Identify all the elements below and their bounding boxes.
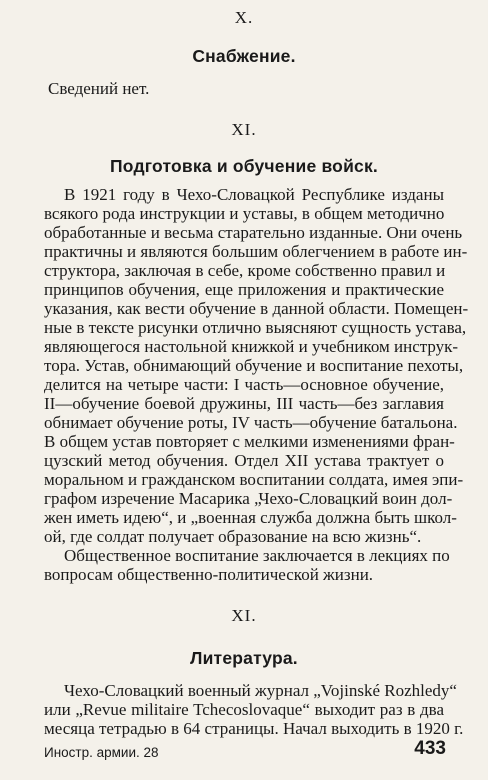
page-number: 433 [414, 738, 446, 759]
paragraph-line: месяца тетрадью в 64 страницы. Начал выходить в 1920 г. [44, 719, 464, 738]
section-number: XI. [231, 120, 257, 139]
paragraph-line: обнимает обучение роты, IV часть—обучение батальона. [44, 413, 458, 432]
paragraph-line: или „Revue militaire Tchecoslovaque“ выходит раз в два [44, 700, 444, 719]
paragraph-line: Общественное воспитание заключается в лекциях по [64, 546, 450, 565]
paragraph-line: всякого рода инструкции и уставы, в общем методично [44, 204, 445, 223]
paragraph-line: II—обучение боевой дружины, III часть—без заглавия [44, 394, 444, 413]
footer-signature: Иностр. армии. 28 [44, 745, 159, 760]
paragraph-line: моральном и гражданском воспитании солдата, имея эпи- [44, 470, 464, 489]
paragraph-line: В 1921 году в Чехо-Словацкой Республике изданы [64, 185, 444, 204]
paragraph-line: ой, где солдат получает образование на всю жизнь“. [44, 527, 422, 546]
paragraph-line: цузский метод обучения. Отдел XII устава трактует о [44, 451, 444, 470]
section-number: X. [234, 8, 254, 27]
section-heading: Подготовка и обучение войск. [110, 156, 378, 176]
paragraph-line: структора, заключая в себе, кроме собственно правил и [44, 261, 446, 280]
paragraph-line: являющегося настольной книжкой и учебником инструк- [44, 337, 459, 356]
paragraph-line: жен иметь идею“, и „военная служба должна быть школ- [44, 508, 457, 527]
paragraph-line: делится на четыре части: I часть—основное обучение, [44, 375, 444, 394]
paragraph-line: графом изречение Масарика „Чехо-Словацкий воин дол- [44, 489, 453, 508]
section-number: XI. [231, 606, 257, 625]
section-heading: Литература. [190, 648, 298, 668]
section-heading: Снабжение. [192, 46, 296, 66]
paragraph-line: тора. Устав, обнимающий обучение и воспитание пехоты, [44, 356, 464, 375]
paragraph-line: практичны и являются большим облегчением в работе ин- [44, 242, 468, 261]
paragraph-line: Чехо-Словацкий военный журнал „Vojinské Rozhledy“ [64, 681, 457, 700]
paragraph-line: принципов обучения, еще приложения и практические [44, 280, 444, 299]
paragraph-line: ные в тексте рисунки отлично выясняют сущность устава, [44, 318, 467, 337]
paragraph-line: В общем устав повторяет с мелкими изменениями фран- [44, 432, 455, 451]
paragraph-line: указания, как вести обучение в данной области. Помещен- [44, 299, 469, 318]
paragraph-line: вопросам общественно-политической жизни. [44, 565, 374, 584]
paragraph-line: обработанные и весьма старательно изданные. Они очень [44, 223, 463, 242]
paragraph-line: Сведений нет. [48, 79, 150, 98]
